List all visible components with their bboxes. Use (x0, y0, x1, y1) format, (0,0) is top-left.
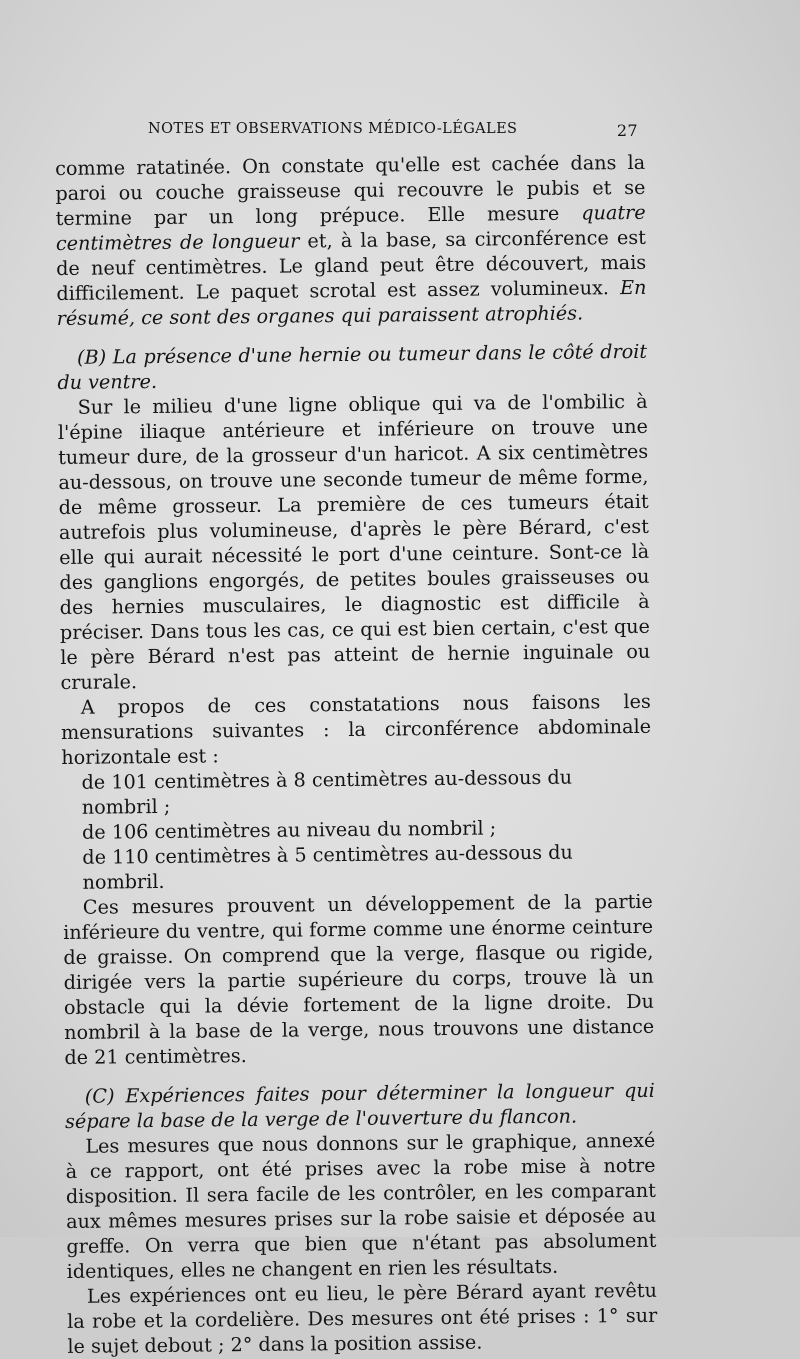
paragraph-measurements: A propos de ces constatations nous faisons les mensurations suivantes : la circonférence abdominale horizontale est : (60, 689, 652, 769)
italic-emphasis: quatre centimètres de longueur (55, 200, 646, 255)
list-item: de 101 centimètres à 8 centimètres au-dessous du nombril ; (81, 765, 573, 819)
paragraph-text: et, à la base, sa circonférence est de neuf centimètres. Le gland peut être découvert, mais difficilement. Le paquet scrotal est assez volumineux. (56, 225, 647, 305)
paragraph-text: comme ratatinée. On constate qu'elle est cachée dans la paroi ou couche graisseuse qui recouvre le pubis et se termine par un long prépuce. Elle mesure (55, 150, 646, 230)
page-number: 27 (616, 121, 638, 140)
section-heading-c: (C) Expériences faites pour déterminer la longueur qui sépare la base de la verge de l'ouverture du flancon. (64, 1078, 655, 1133)
body-text (55, 150, 658, 1359)
italic-summary: En résumé, ce sont des organes qui paraissent atrophiés. (56, 275, 647, 330)
paragraph-belly: Ces mesures prouvent un développement de la partie inférieure du ventre, qui forme comme une énorme ceinture de graisse. On comprend que la verge, flasque ou rigide, dirigée vers la partie supérieure du corps, trouve là un obstacle qui la dévie fortement de la ligne droite. Du nombril à la base de la verge, nous trouvons une distance de 21 centimètres. (63, 889, 655, 1069)
section-heading-b: (B) La présence d'une hernie ou tumeur dans le côté droit du ventre. (57, 339, 648, 394)
paragraph-organs (55, 150, 647, 331)
paragraph-tumor: Sur le milieu d'une ligne oblique qui va de l'ombilic à l'épine iliaque antérieure et inférieure on trouve une tumeur dure, de la grosseur d'un haricot. A six centimètres au-dessous, on trouve une seconde tumeur de même forme, de même grosseur. La première de ces tumeurs était autrefois plus volumineuse, d'après le père Bérard, c'est elle qui aurait nécessité le port d'une ceinture. Sont-ce là des ganglions engorgés, de petites boules graisseuses ou des hernies musculaires, le diagnostic est difficile à préciser. Dans tous les cas, ce qui est bien certain, c'est que le père Bérard n'est pas atteint de hernie inguinale ou crurale. (57, 389, 651, 694)
list-item: de 110 centimètres à 5 centimètres au-dessous du nombril. (82, 840, 573, 894)
paragraph-graph: Les mesures que nous donnons sur le graphique, annexé à ce rapport, ont été prises avec la robe mise à notre disposition. Il sera facile de les contrôler, en les comparant aux mêmes mesures prises sur la robe saisie et déposée au greffe. On verra que bien que n'étant pas absolument identiques, elles ne changent en rien les résultats. (65, 1128, 657, 1283)
running-title: NOTES ET OBSERVATIONS MÉDICO-LÉGALES (148, 121, 518, 137)
paragraph-experiments: Les expériences ont eu lieu, le père Bérard ayant revêtu la robe et la cordelière. Des mesures ont été prises : 1° sur le sujet debout ; 2° dans la position assise. (67, 1278, 658, 1358)
list-item: de 106 centimètres au niveau du nombril ; (81, 816, 497, 844)
